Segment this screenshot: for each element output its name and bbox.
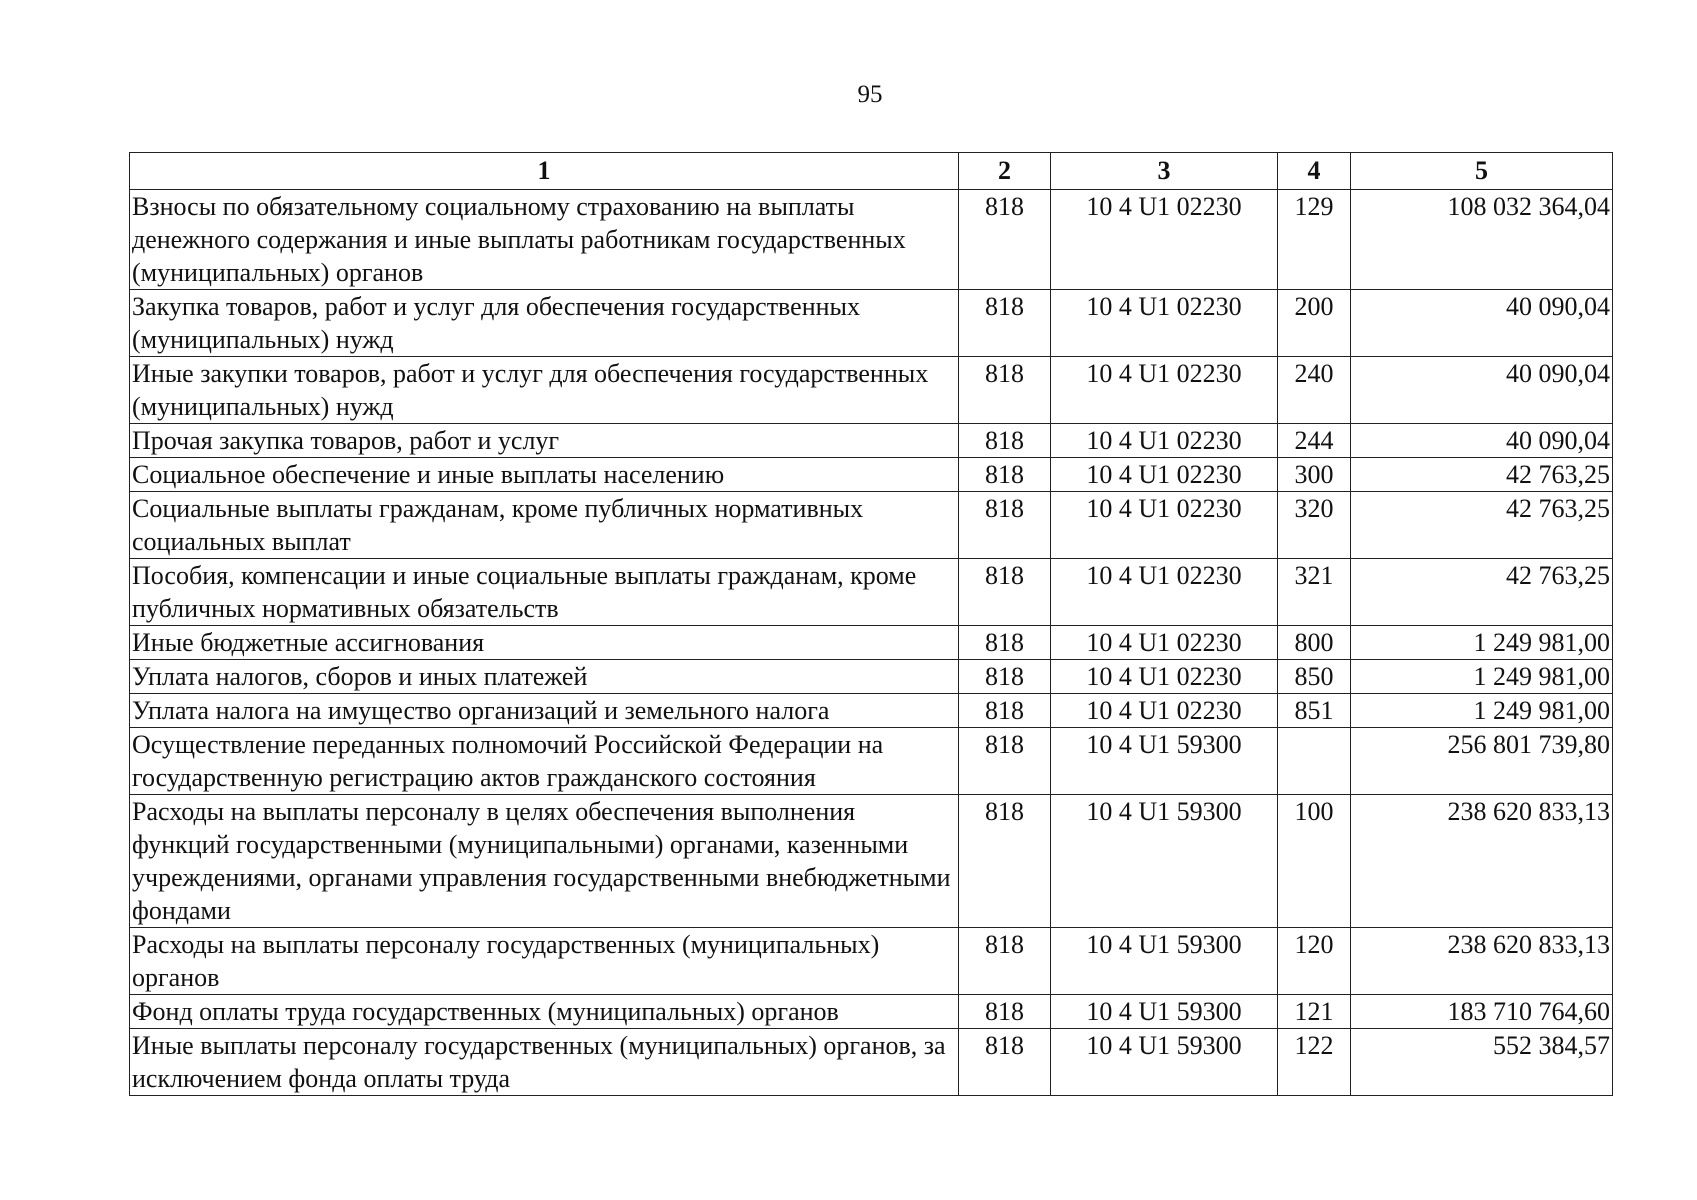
row-admin-cell: 818 [959,1029,1051,1096]
table-row [130,928,1613,995]
row-admin-cell: 818 [959,995,1051,1029]
table-header-row [130,153,1613,190]
row-type-cell: 240 [1278,357,1351,424]
row-type-cell: 850 [1278,660,1351,694]
row-code-cell: 10 4 U1 02230 [1051,660,1278,694]
table-row [130,694,1613,728]
row-admin-cell: 818 [959,660,1051,694]
row-sum-cell: 40 090,04 [1351,290,1613,357]
table-body [130,190,1613,1096]
row-type-cell: 300 [1278,458,1351,492]
row-code-cell: 10 4 U1 02230 [1051,458,1278,492]
row-type-cell: 100 [1278,795,1351,928]
row-type-cell: 200 [1278,290,1351,357]
row-name-cell: Пособия, компенсации и иные социальные выплаты гражданам, кроме публичных нормативных обязательств [130,559,959,626]
row-code-cell: 10 4 U1 02230 [1051,190,1278,290]
row-name-cell: Взносы по обязательному социальному страхованию на выплаты денежного содержания и иные выплаты работникам государственных (муниципальных) органов [130,190,959,290]
column-header-sum: 5 [1351,153,1613,190]
row-type-cell: 800 [1278,626,1351,660]
row-code-cell: 10 4 U1 59300 [1051,1029,1278,1096]
row-name-cell: Расходы на выплаты персоналу государственных (муниципальных) органов [130,928,959,995]
table-row [130,458,1613,492]
table-row [130,424,1613,458]
table-row [130,795,1613,928]
row-code-cell: 10 4 U1 59300 [1051,728,1278,795]
row-type-cell: 244 [1278,424,1351,458]
row-sum-cell: 238 620 833,13 [1351,928,1613,995]
row-admin-cell: 818 [959,928,1051,995]
row-code-cell: 10 4 U1 02230 [1051,559,1278,626]
row-type-cell: 851 [1278,694,1351,728]
row-admin-cell: 818 [959,694,1051,728]
table-row [130,492,1613,559]
row-admin-cell: 818 [959,424,1051,458]
row-admin-cell: 818 [959,357,1051,424]
row-name-cell: Закупка товаров, работ и услуг для обеспечения государственных (муниципальных) нужд [130,290,959,357]
table-row [130,626,1613,660]
row-admin-cell: 818 [959,458,1051,492]
column-header-admin: 2 [959,153,1051,190]
row-code-cell: 10 4 U1 02230 [1051,626,1278,660]
column-header-name: 1 [130,153,959,190]
row-code-cell: 10 4 U1 02230 [1051,424,1278,458]
row-code-cell: 10 4 U1 02230 [1051,492,1278,559]
row-type-cell: 129 [1278,190,1351,290]
row-sum-cell: 42 763,25 [1351,492,1613,559]
row-type-cell: 321 [1278,559,1351,626]
table-row [130,190,1613,290]
row-name-cell: Иные выплаты персоналу государственных (муниципальных) органов, за исключением фонда оплаты труда [130,1029,959,1096]
row-code-cell: 10 4 U1 02230 [1051,290,1278,357]
row-name-cell: Социальные выплаты гражданам, кроме публичных нормативных социальных выплат [130,492,959,559]
table-row [130,660,1613,694]
row-sum-cell: 1 249 981,00 [1351,660,1613,694]
row-type-cell: 121 [1278,995,1351,1029]
budget-table [129,152,1613,1096]
row-admin-cell: 818 [959,626,1051,660]
row-type-cell: 320 [1278,492,1351,559]
row-name-cell: Прочая закупка товаров, работ и услуг [130,424,959,458]
row-sum-cell: 552 384,57 [1351,1029,1613,1096]
row-code-cell: 10 4 U1 02230 [1051,694,1278,728]
row-code-cell: 10 4 U1 02230 [1051,357,1278,424]
row-name-cell: Фонд оплаты труда государственных (муниципальных) органов [130,995,959,1029]
row-name-cell: Социальное обеспечение и иные выплаты населению [130,458,959,492]
row-sum-cell: 108 032 364,04 [1351,190,1613,290]
row-type-cell [1278,728,1351,795]
row-admin-cell: 818 [959,728,1051,795]
page-number: 95 [857,81,883,108]
row-name-cell: Уплата налогов, сборов и иных платежей [130,660,959,694]
row-sum-cell: 42 763,25 [1351,458,1613,492]
row-type-cell: 120 [1278,928,1351,995]
row-name-cell: Уплата налога на имущество организаций и земельного налога [130,694,959,728]
table-row [130,728,1613,795]
row-sum-cell: 42 763,25 [1351,559,1613,626]
row-code-cell: 10 4 U1 59300 [1051,795,1278,928]
table-row [130,1029,1613,1096]
table-row [130,357,1613,424]
row-admin-cell: 818 [959,190,1051,290]
row-admin-cell: 818 [959,492,1051,559]
row-sum-cell: 238 620 833,13 [1351,795,1613,928]
row-type-cell: 122 [1278,1029,1351,1096]
row-admin-cell: 818 [959,795,1051,928]
row-sum-cell: 40 090,04 [1351,357,1613,424]
table-row [130,559,1613,626]
row-name-cell: Иные бюджетные ассигнования [130,626,959,660]
row-name-cell: Иные закупки товаров, работ и услуг для обеспечения государственных (муниципальных) нужд [130,357,959,424]
row-sum-cell: 183 710 764,60 [1351,995,1613,1029]
column-header-code: 3 [1051,153,1278,190]
table-row [130,995,1613,1029]
row-code-cell: 10 4 U1 59300 [1051,928,1278,995]
row-sum-cell: 1 249 981,00 [1351,694,1613,728]
row-sum-cell: 256 801 739,80 [1351,728,1613,795]
row-sum-cell: 1 249 981,00 [1351,626,1613,660]
table-row [130,290,1613,357]
row-name-cell: Осуществление переданных полномочий Российской Федерации на государственную регистрацию актов гражданского состояния [130,728,959,795]
row-sum-cell: 40 090,04 [1351,424,1613,458]
row-admin-cell: 818 [959,290,1051,357]
row-name-cell: Расходы на выплаты персоналу в целях обеспечения выполнения функций государственными (муниципальными) органами, казенными учреждениями, органами управления государственными внебюджетными фондами [130,795,959,928]
row-code-cell: 10 4 U1 59300 [1051,995,1278,1029]
row-admin-cell: 818 [959,559,1051,626]
column-header-type: 4 [1278,153,1351,190]
